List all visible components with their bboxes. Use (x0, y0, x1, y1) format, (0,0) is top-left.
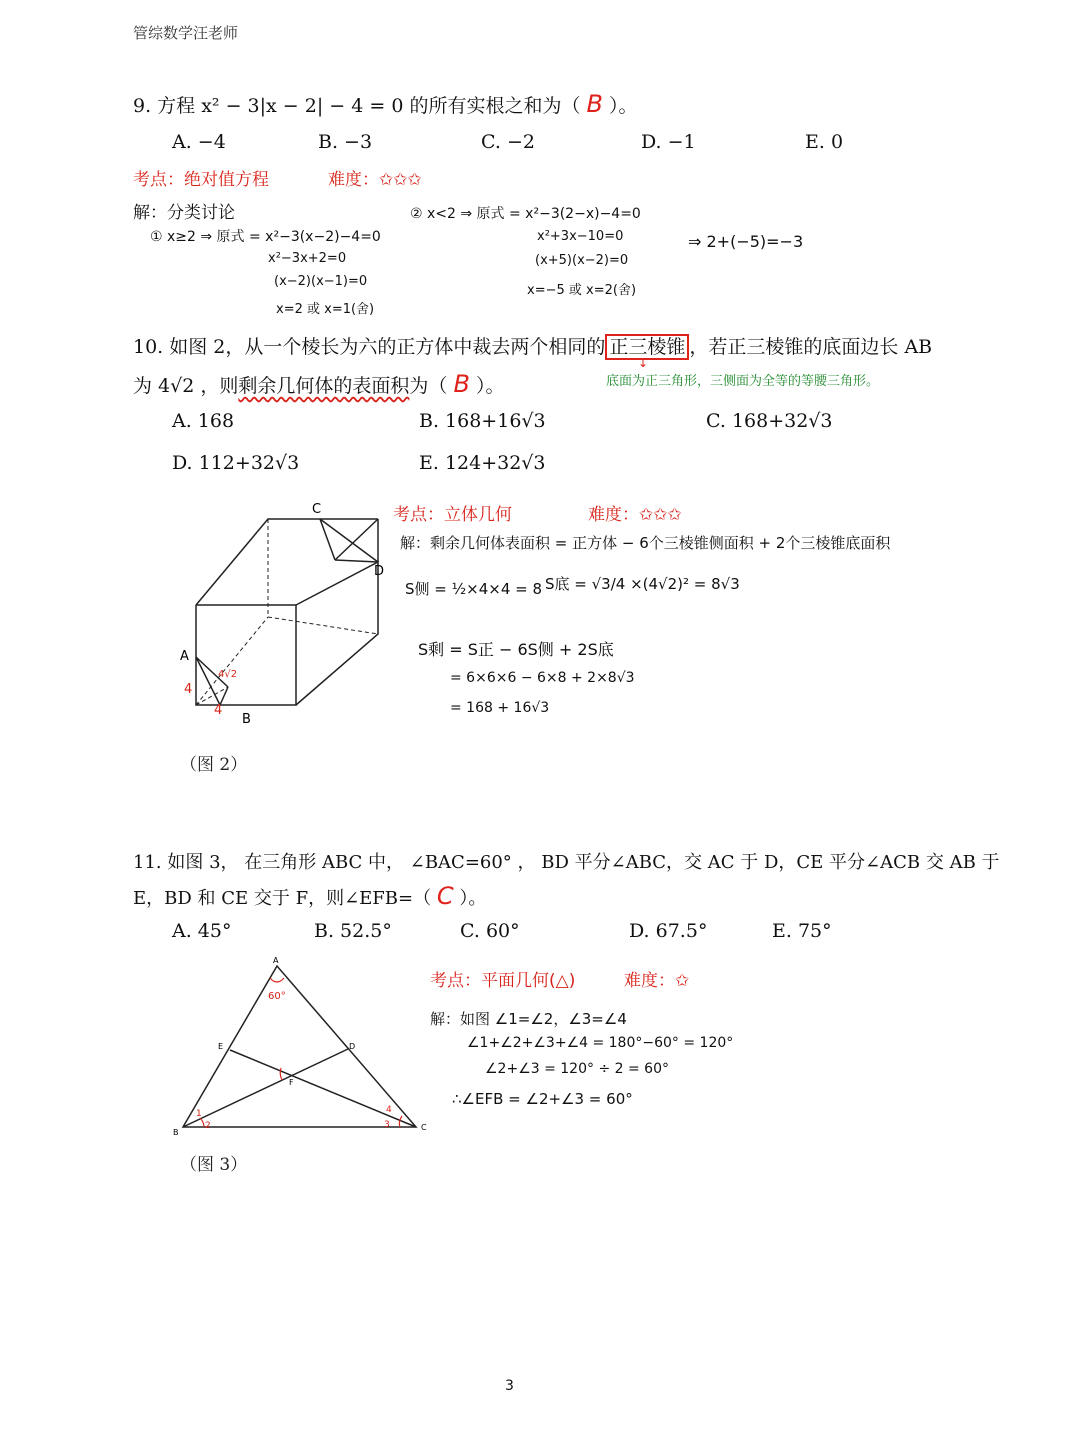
q10-stem2-b: 为（ (409, 375, 448, 397)
figure-2-cube (170, 495, 400, 730)
page-header: 管综数学汪老师 (133, 24, 239, 42)
fig2-edge-4root2: 4√2 (218, 669, 238, 680)
fig3-label-b: B (173, 1128, 179, 1137)
q9-case2-line1: ② x<2 ⇒ 原式 = x²−3(2−x)−4=0 (410, 206, 641, 222)
q11-line1: 解：如图 ∠1=∠2，∠3=∠4 (430, 1010, 627, 1028)
fig3-angle-3: 3 (384, 1120, 390, 1130)
q11-stem2-a: E，BD 和 CE 交于 F，则∠EFB=（ (133, 888, 432, 909)
q11-option-b: B. 52.5° (314, 920, 392, 942)
q9-case1-line2: x²−3x+2=0 (268, 251, 347, 266)
q9-case1-line1: ① x≥2 ⇒ 原式 = x²−3(x−2)−4=0 (150, 229, 381, 245)
q10-option-d: D. 112+32√3 (172, 452, 300, 474)
fig3-label-d: D (349, 1042, 356, 1051)
q10-option-e: E. 124+32√3 (419, 452, 546, 474)
q9-case2-line3: (x+5)(x−2)=0 (535, 253, 629, 268)
q9-option-d: D. −1 (641, 131, 696, 153)
q9-case2-line2: x²+3x−10=0 (537, 229, 624, 244)
q10-s-calc2: = 168 + 16√3 (450, 700, 550, 716)
q10-stem-line2 (133, 370, 504, 398)
q11-option-e: E. 75° (772, 920, 832, 942)
q9-result: ⇒ 2+(−5)=−3 (688, 232, 804, 251)
q10-stem2-a: 为 4√2 ，则 (133, 375, 239, 397)
q10-option-a: A. 168 (172, 410, 235, 432)
fig2-label-a: A (180, 649, 189, 664)
q9-kaodian: 考点：绝对值方程 (133, 170, 269, 190)
q10-option-b: B. 168+16√3 (419, 410, 546, 432)
q11-line2: ∠1+∠2+∠3+∠4 = 180°−60° = 120° (467, 1035, 734, 1051)
fig3-angle-4: 4 (386, 1105, 392, 1115)
q11-stem-line1: 11. 如图 3， 在三角形 ABC 中， ∠BAC=60° ， BD 平分∠ABC，交 AC 于 D，CE 平分∠ACB 交 AB 于 (133, 852, 1000, 873)
q10-kaodian: 考点：立体几何 (393, 505, 512, 525)
q10-jie: 解：剩余几何体表面积 = 正方体 − 6个三棱锥侧面积 + 2个三棱锥底面积 (400, 534, 891, 552)
fig2-label-c: C (312, 502, 322, 517)
fig3-label-c: C (421, 1123, 427, 1132)
fig3-label-f: F (289, 1078, 294, 1087)
q11-option-c: C. 60° (460, 920, 520, 942)
q11-nandu: 难度：✩ (624, 971, 690, 991)
q11-kaodian: 考点：平面几何(△) (430, 971, 576, 991)
q9-stem-end: ）。 (609, 95, 638, 117)
fig3-label-a: A (273, 956, 279, 965)
q11-option-a: A. 45° (172, 920, 232, 942)
q10-s-base: S底 = √3/4 ×(4√2)² = 8√3 (545, 575, 740, 593)
q10-s-side: S侧 = ½×4×4 = 8 (405, 580, 543, 598)
figure-3-caption: （图 3） (180, 1155, 248, 1175)
q9-case2-line4: x=−5 或 x=2(舍) (527, 283, 637, 298)
q9-option-b: B. −3 (318, 131, 373, 153)
q9-case1-line3: (x−2)(x−1)=0 (274, 274, 368, 289)
q11-line3: ∠2+∠3 = 120° ÷ 2 = 60° (485, 1061, 669, 1077)
figure-3-triangle (170, 952, 440, 1142)
q11-stem-line2 (133, 882, 486, 910)
q10-s-calc1: = 6×6×6 − 6×8 + 2×8√3 (450, 670, 635, 686)
q9-nandu: 难度：✩✩✩ (328, 170, 422, 190)
q9-option-c: C. −2 (481, 131, 535, 153)
q9-answer: B (586, 90, 603, 118)
fig3-angle-2: 2 (205, 1121, 211, 1131)
q9-stem-text: 9. 方程 x² − 3|x − 2| − 4 = 0 的所有实根之和为（ (133, 95, 581, 117)
q11-line4: ∴∠EFB = ∠2+∠3 = 60° (452, 1090, 633, 1108)
fig2-label-d: D (374, 564, 385, 579)
fig2-edge-4-left: 4 (184, 682, 193, 697)
q11-answer: C (436, 882, 454, 910)
fig3-angle-a: 60° (268, 991, 286, 1002)
q10-green-note: 底面为正三角形，三侧面为全等的等腰三角形。 (606, 374, 880, 389)
q9-jie: 解：分类讨论 (133, 203, 235, 223)
q10-nandu: 难度：✩✩✩ (588, 505, 682, 525)
q9-stem (133, 90, 638, 118)
q10-stem-line1 (133, 332, 932, 359)
fig2-edge-4-bottom: 4 (214, 703, 223, 718)
q11-option-d: D. 67.5° (629, 920, 708, 942)
q10-stem-b: ，若正三棱锥的底面边长 AB (689, 336, 933, 358)
q9-option-a: A. −4 (172, 131, 226, 153)
page-number: 3 (505, 1378, 514, 1394)
fig2-label-b: B (242, 712, 251, 727)
figure-2-caption: （图 2） (180, 755, 248, 775)
q10-boxed-term: 正三棱锥 (605, 334, 689, 360)
q9-option-e: E. 0 (805, 131, 844, 153)
fig3-label-e: E (218, 1042, 224, 1051)
q10-stem2-c: ）。 (475, 375, 505, 397)
q10-option-c: C. 168+32√3 (706, 410, 833, 432)
q10-answer: B (453, 370, 470, 398)
q9-case1-line4: x=2 或 x=1(舍) (276, 302, 375, 317)
q10-stem-a: 10. 如图 2，从一个棱长为六的正方体中裁去两个相同的 (133, 336, 606, 358)
q10-underlined: 剩余几何体的表面积 (238, 375, 410, 397)
arrow-down-icon: ↓ (638, 356, 649, 370)
q10-s-rest: S剩 = S正 − 6S侧 + 2S底 (418, 640, 614, 659)
fig3-angle-1: 1 (196, 1109, 202, 1119)
q11-stem2-b: ）。 (459, 888, 487, 909)
